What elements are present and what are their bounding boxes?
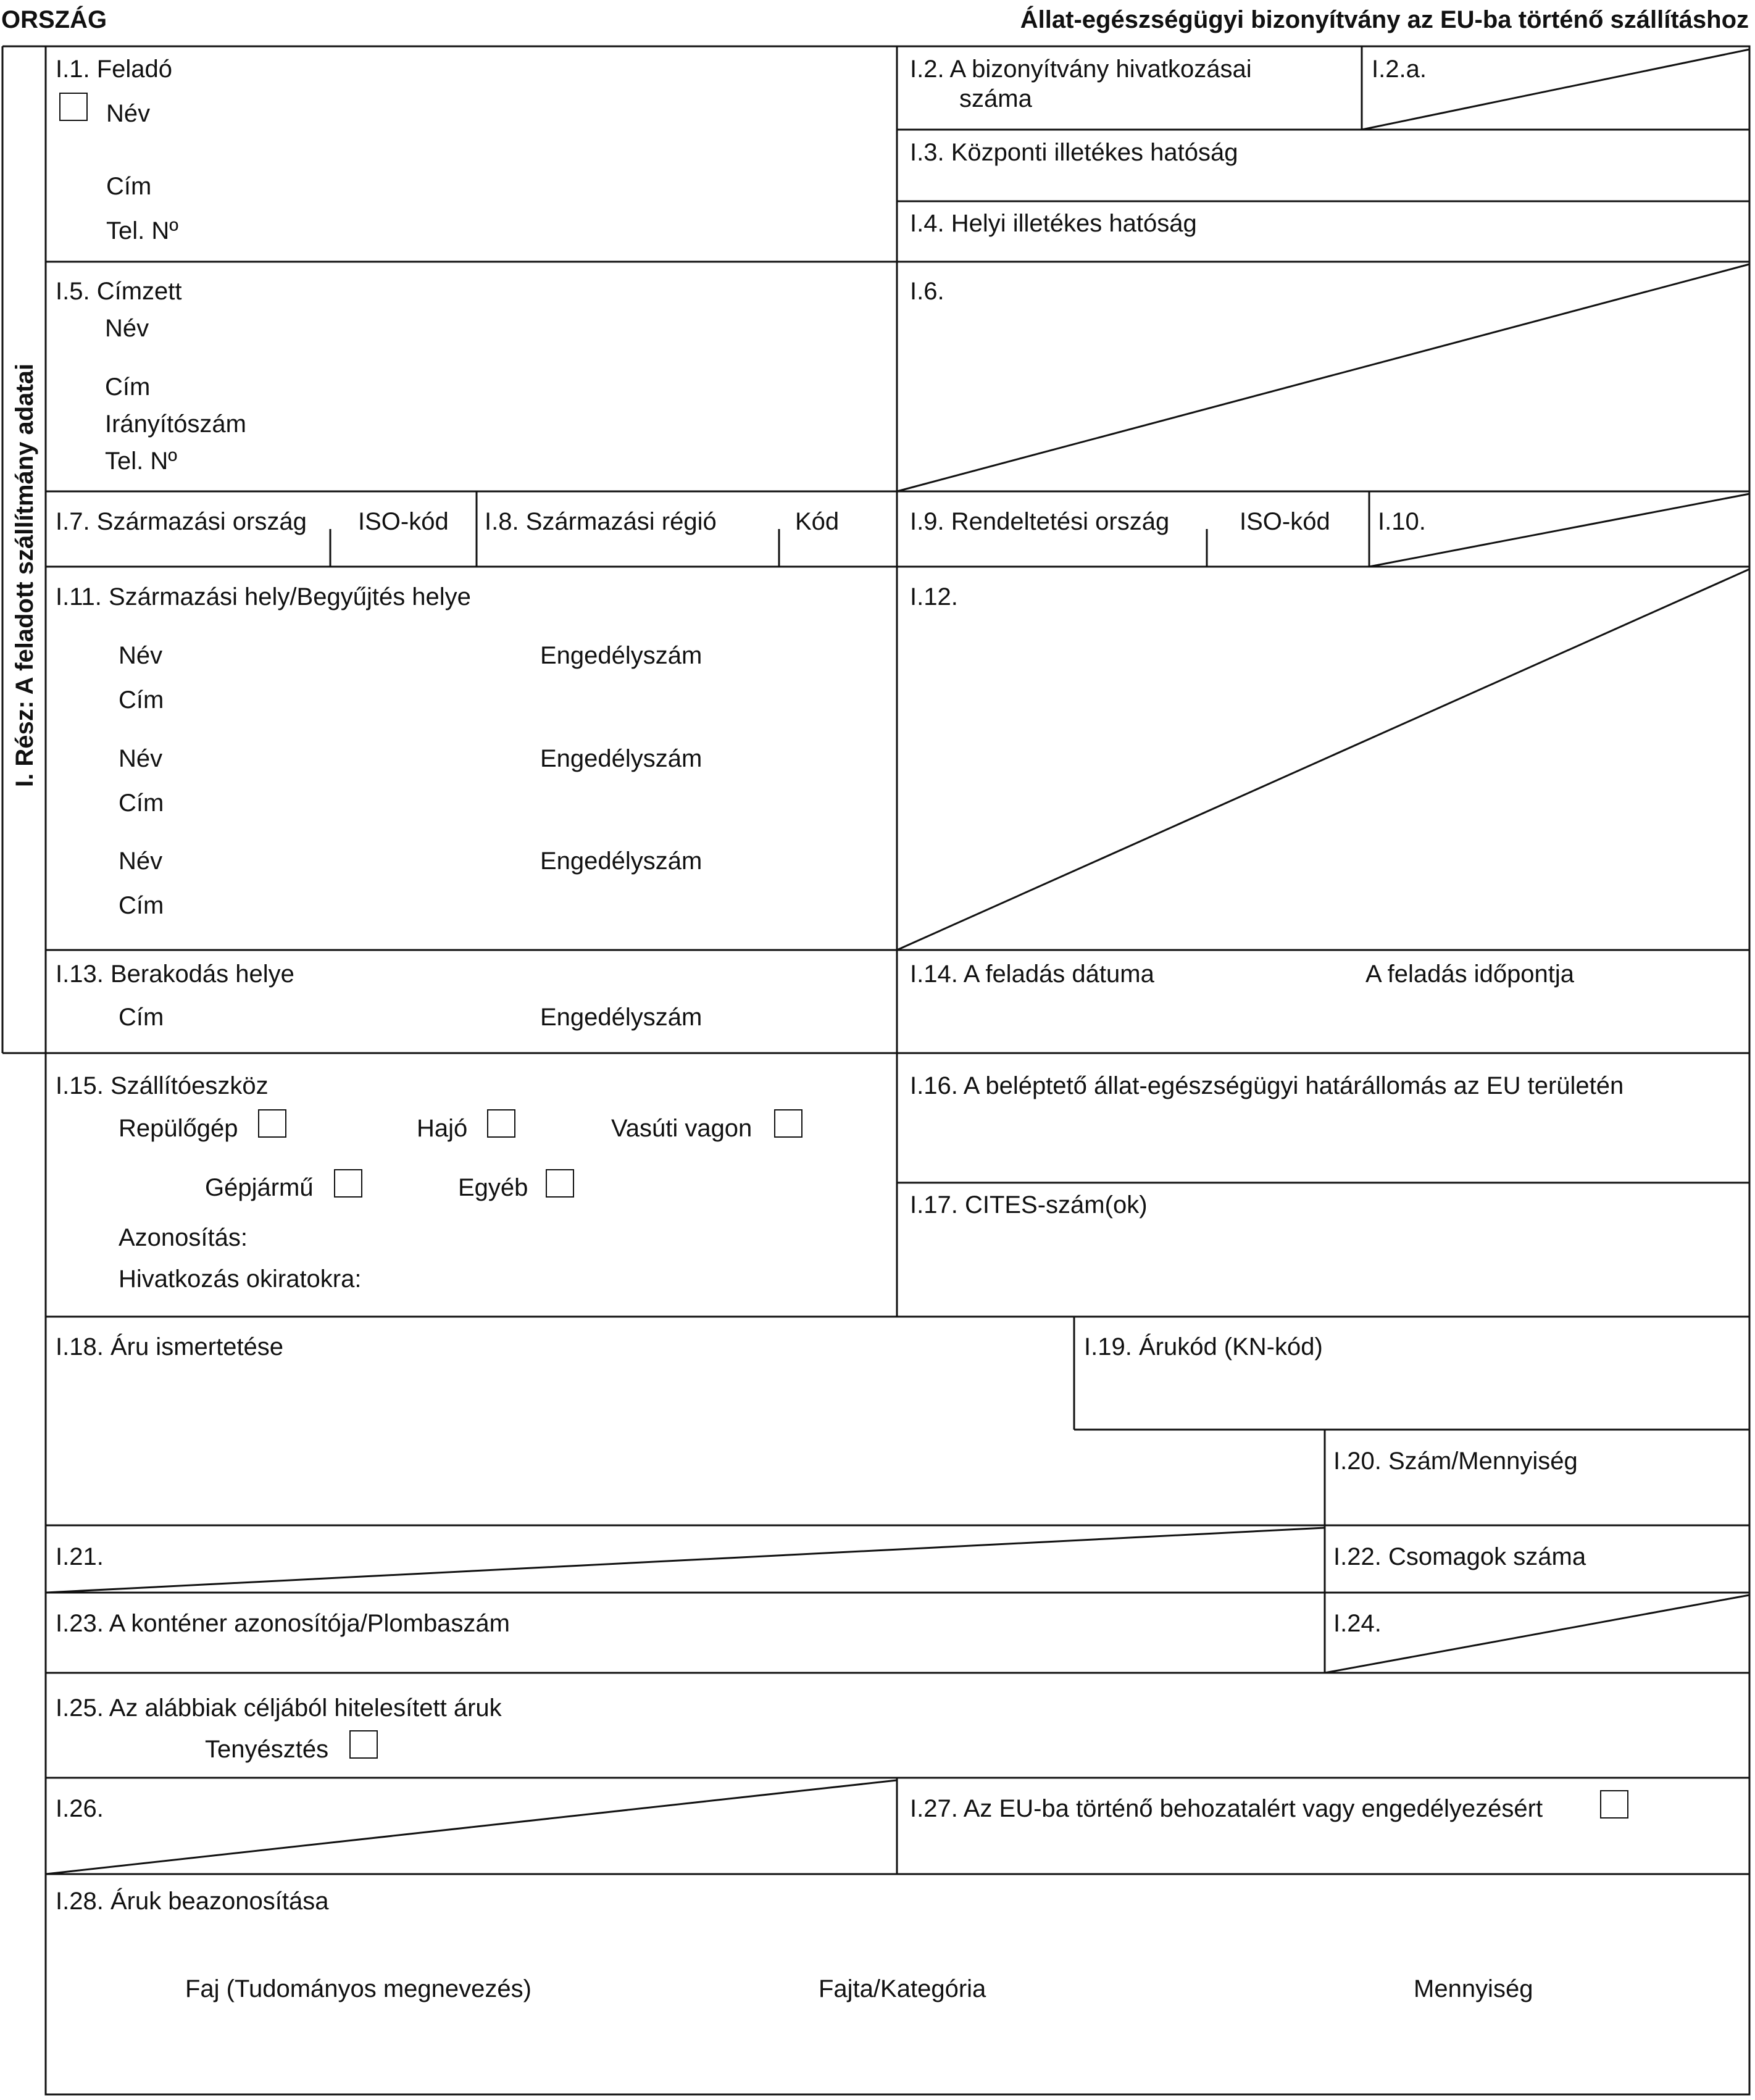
country-heading: ORSZÁG (1, 6, 107, 33)
field-i15-label: I.15. Szállítóeszköz (56, 1072, 269, 1099)
field-i23-label: I.23. A konténer azonosítója/Plombaszám (56, 1610, 510, 1637)
transport-road-checkbox[interactable] (334, 1169, 362, 1198)
column-species: Faj (Tudományos megnevezés) (185, 1975, 532, 2002)
field-i5-label: I.5. Címzett (56, 278, 182, 305)
field-i11-name-1: Név (119, 642, 163, 669)
field-i4-label: I.4. Helyi illetékes hatóság (910, 210, 1197, 237)
transport-identification-label: Azonosítás: (119, 1224, 248, 1251)
field-i8-code: Kód (795, 508, 840, 535)
field-i11-approval-2: Engedélyszám (540, 745, 702, 772)
field-i22-label: I.22. Csomagok száma (1333, 1543, 1586, 1570)
transport-ship-label: Hajó (417, 1115, 468, 1142)
field-i8-label: I.8. Származási régió (485, 508, 717, 535)
field-i3-label: I.3. Központi illetékes hatóság (910, 139, 1238, 166)
purpose-breeding-label: Tenyésztés (205, 1736, 329, 1763)
column-quantity: Mennyiség (1414, 1975, 1533, 2002)
transport-other-checkbox[interactable] (546, 1169, 574, 1198)
transport-aircraft-label: Repülőgép (119, 1115, 238, 1142)
field-i11-name-3: Név (119, 848, 163, 875)
field-i11-approval-3: Engedélyszám (540, 848, 702, 875)
field-i11-address-1: Cím (119, 686, 164, 714)
field-i1-address: Cím (106, 173, 152, 200)
field-i13-label: I.13. Berakodás helye (56, 960, 294, 988)
field-i25-label: I.25. Az alábbiak céljából hitelesített áruk (56, 1694, 502, 1722)
field-i7-iso: ISO-kód (358, 508, 449, 535)
transport-documents-label: Hivatkozás okiratokra: (119, 1265, 362, 1293)
field-i2a-label: I.2.a. (1372, 56, 1427, 83)
field-i5-name: Név (105, 315, 149, 342)
field-i16-label: I.16. A beléptető állat-egészségügyi határállomás az EU területén (910, 1072, 1624, 1099)
import-admission-checkbox[interactable] (1600, 1790, 1628, 1819)
field-i1-name: Név (106, 100, 151, 127)
field-i9-label: I.9. Rendeltetési ország (910, 508, 1170, 535)
field-i14-time: A feladás időpontja (1365, 960, 1575, 988)
field-i7-label: I.7. Származási ország (56, 508, 307, 535)
field-i1-tel: Tel. Nº (106, 217, 178, 244)
field-i11-name-2: Név (119, 745, 163, 772)
transport-rail-checkbox[interactable] (774, 1109, 802, 1138)
part-one-side-label: I. Rész: A feladott szállítmány adatai (11, 363, 38, 787)
field-i2-label: I.2. A bizonyítvány hivatkozásai (910, 56, 1252, 83)
field-i24-label: I.24. (1333, 1610, 1382, 1637)
transport-rail-label: Vasúti vagon (611, 1115, 752, 1142)
field-i5-address: Cím (105, 373, 151, 401)
field-i21-label: I.21. (56, 1543, 104, 1570)
field-i2-label-line2: száma (959, 85, 1032, 112)
field-i28-label: I.28. Áruk beazonosítása (56, 1888, 329, 1915)
transport-ship-checkbox[interactable] (487, 1109, 515, 1138)
field-i12-label: I.12. (910, 583, 958, 610)
transport-aircraft-checkbox[interactable] (258, 1109, 286, 1138)
purpose-breeding-checkbox[interactable] (349, 1730, 378, 1759)
transport-other-label: Egyéb (458, 1174, 528, 1201)
field-i18-label: I.18. Áru ismertetése (56, 1333, 284, 1360)
field-i9-iso: ISO-kód (1240, 508, 1330, 535)
certificate-title: Állat-egészségügyi bizonyítvány az EU-ba történő szállításhoz (1020, 6, 1749, 33)
field-i19-label: I.19. Árukód (KN-kód) (1084, 1333, 1323, 1360)
column-breed-category: Fajta/Kategória (819, 1975, 986, 2002)
field-i13-address: Cím (119, 1004, 164, 1031)
field-i10-label: I.10. (1378, 508, 1426, 535)
field-i11-approval-1: Engedélyszám (540, 642, 702, 669)
field-i5-postcode: Irányítószám (105, 410, 246, 438)
field-i1-label: I.1. Feladó (56, 56, 173, 83)
field-i11-address-3: Cím (119, 892, 164, 919)
field-i27-label: I.27. Az EU-ba történő behozatalért vagy engedélyezésért (910, 1795, 1543, 1822)
field-i6-label: I.6. (910, 278, 944, 305)
field-i11-address-2: Cím (119, 790, 164, 817)
transport-road-label: Gépjármű (205, 1174, 314, 1201)
field-i26-label: I.26. (56, 1795, 104, 1822)
field-i20-label: I.20. Szám/Mennyiség (1333, 1448, 1578, 1475)
field-i13-approval: Engedélyszám (540, 1004, 702, 1031)
field-i5-tel: Tel. Nº (105, 448, 177, 475)
consignor-checkbox[interactable] (59, 93, 88, 121)
field-i11-label: I.11. Származási hely/Begyűjtés helye (56, 583, 471, 610)
field-i14-label: I.14. A feladás dátuma (910, 960, 1154, 988)
field-i17-label: I.17. CITES-szám(ok) (910, 1191, 1148, 1219)
